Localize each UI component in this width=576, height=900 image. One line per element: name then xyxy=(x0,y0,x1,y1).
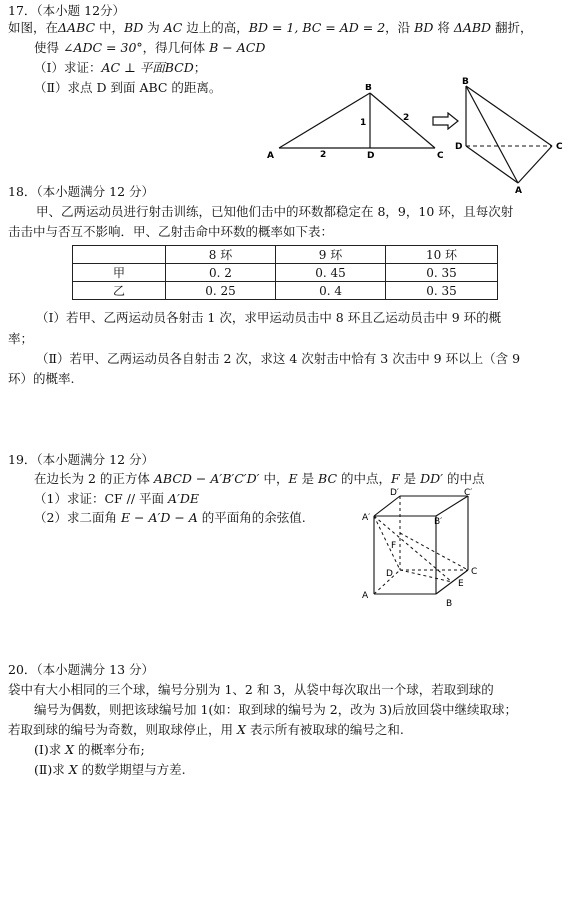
label-a: A xyxy=(362,591,369,601)
q17-line-2: 使得 ∠ADC = 30°，得几何体 B − ACD xyxy=(34,40,266,55)
q19-part-1: （1）求证：CF // 平面 A′DE xyxy=(34,491,200,506)
q17-part-2: （Ⅱ）求点 D 到面 ABC 的距离。 xyxy=(34,80,222,95)
label-dp: D′ xyxy=(390,488,399,498)
table-header-cell: 10 环 xyxy=(386,246,498,264)
table-header-cell: 8 环 xyxy=(166,246,276,264)
label-e: E xyxy=(458,579,464,589)
edge-da xyxy=(466,146,518,183)
label-c: C xyxy=(437,151,444,161)
table-cell: 0. 2 xyxy=(166,264,276,282)
edge-ba xyxy=(466,86,518,183)
edge-ap-dp xyxy=(374,496,400,516)
table-row xyxy=(73,264,498,282)
q17-tetrahedron-figure xyxy=(452,76,568,194)
label-b: B xyxy=(446,599,453,609)
edge-ca xyxy=(518,146,552,183)
label-b: B xyxy=(365,84,372,93)
q18-part-1-line-1: （Ⅰ）若甲、乙两运动员各射击 1 次，求甲运动员击中 8 环且乙运动员击中 9 环的概 xyxy=(36,310,502,325)
q18-probability-table xyxy=(72,245,498,300)
q18-part-2-line-1: （Ⅱ）若甲、乙两运动员各自射击 2 次，求这 4 次射击中恰有 3 次击中 9 环以上（含 9 xyxy=(36,351,521,366)
table-cell: 0. 45 xyxy=(276,264,386,282)
q20-line-3: 若取到球的编号为奇数，则取球停止，用 X 表示所有被取球的编号之和. xyxy=(8,722,404,737)
q20-part-1: (Ⅰ)求 X 的概率分布; xyxy=(34,742,145,757)
q17-triangle-figure xyxy=(265,84,455,164)
q18-part-2-line-2: 环）的概率. xyxy=(8,371,75,386)
label-c: C xyxy=(556,142,563,152)
len-bd: 1 xyxy=(360,118,367,128)
q17-part-1: （Ⅰ）求证：AC ⊥ 平面BCD； xyxy=(34,60,207,75)
label-d: D xyxy=(386,569,393,579)
table-cell: 0. 25 xyxy=(166,282,276,300)
q18-line-1: 甲、乙两运动员进行射击训练，已知他们击中的环数都稳定在 8，9，10 环，且每次射 xyxy=(36,204,514,219)
q19-line-1: 在边长为 2 的正方体 ABCD − A′B′C′D′ 中，E 是 BC 的中点，F 是 DD′ 的中点 xyxy=(34,471,485,486)
q18-part-1-line-2: 率； xyxy=(8,331,34,346)
line-f-c xyxy=(400,533,468,570)
q18-header: 18．（本小题满分 12 分） xyxy=(8,184,155,199)
table-cell: 乙 xyxy=(73,282,166,300)
q20-line-2: 编号为偶数，则把该球编号加 1(如：取到球的编号为 2，改为 3)后放回袋中继续取球； xyxy=(34,702,518,717)
q20-line-1: 袋中有大小相同的三个球，编号分别为 1、2 和 3，从袋中每次取出一个球，若取到球的 xyxy=(8,682,494,697)
q20-header: 20．（本小题满分 13 分） xyxy=(8,662,155,677)
table-row xyxy=(73,282,498,300)
table-cell: 0. 35 xyxy=(386,264,498,282)
table-cell: 0. 35 xyxy=(386,282,498,300)
label-cp: C′ xyxy=(464,488,473,498)
q19-cube-figure xyxy=(358,486,498,612)
table-cell: 0. 4 xyxy=(276,282,386,300)
len-ad: 2 xyxy=(320,150,327,160)
table-header-cell xyxy=(73,246,166,264)
q17-header: 17．（本小题 12分） xyxy=(8,3,126,18)
q19-header: 19．（本小题满分 12 分） xyxy=(8,452,155,467)
label-d: D xyxy=(455,142,463,152)
label-a: A xyxy=(267,151,274,161)
q18-line-2: 击击中与否互不影响．甲、乙射击命中环数的概率如下表： xyxy=(8,224,334,239)
label-d: D xyxy=(367,151,375,161)
table-cell: 甲 xyxy=(73,264,166,282)
table-header-cell: 9 环 xyxy=(276,246,386,264)
edge-bp-cp xyxy=(436,496,468,516)
label-b: B xyxy=(462,77,469,87)
label-f: F xyxy=(391,541,397,551)
label-ap: A′ xyxy=(362,513,371,523)
q20-part-2: (Ⅱ)求 X 的数学期望与方差. xyxy=(34,762,186,777)
q19-part-2: （2）求二面角 E − A′D − A 的平面角的余弦值. xyxy=(34,510,306,525)
edge-ab xyxy=(279,93,370,148)
label-bp: B′ xyxy=(434,517,443,527)
label-c: C xyxy=(471,567,478,577)
label-a: A xyxy=(515,186,522,194)
q17-line-1: 如图，在ΔABC 中，BD 为 AC 边上的高，BD = 1, BC = AD = 2，沿 BD 将 ΔABD 翻折， xyxy=(8,20,533,35)
table-header-row xyxy=(73,246,498,264)
edge-bc xyxy=(466,86,552,146)
len-bc: 2 xyxy=(403,113,410,123)
